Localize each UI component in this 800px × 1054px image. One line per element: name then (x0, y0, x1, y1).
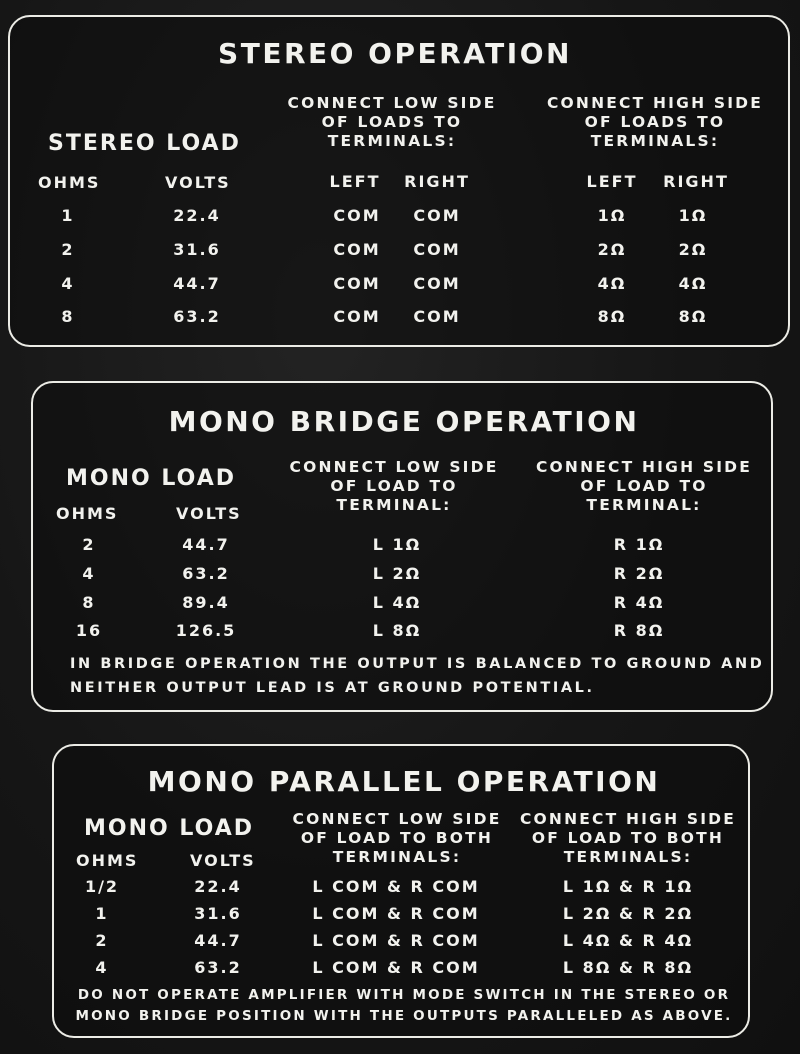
bridge-row-ohms: 16 (75, 621, 103, 640)
stereo-row-volts: 31.6 (173, 240, 221, 259)
parallel-col-volts: VOLTS (190, 851, 256, 870)
parallel-col-ohms: OHMS (76, 851, 139, 870)
parallel-row-low: L COM & R COM (312, 931, 480, 950)
parallel-row-ohms: 1/2 (84, 877, 120, 896)
bridge-row-volts: 44.7 (182, 535, 230, 554)
bridge-row-low: L 4Ω (372, 593, 422, 612)
stereo-row-high-left: 2Ω (597, 240, 627, 259)
parallel-note: DO NOT OPERATE AMPLIFIER WITH MODE SWITCH IN THE STEREO OR MONO BRIDGE POSITION WITH THE OUTPUTS PARALLELED AS ABOVE. (75, 987, 733, 1024)
stereo-row-low-left: COM (333, 240, 381, 259)
stereo-row-ohms: 4 (61, 274, 75, 293)
stereo-col-low-left: LEFT (329, 172, 381, 191)
bridge-col-ohms: OHMS (56, 504, 119, 523)
parallel-row-low: L COM & R COM (312, 958, 480, 977)
parallel-row-high: L 2Ω & R 2Ω (562, 904, 694, 923)
parallel-row-high: L 1Ω & R 1Ω (562, 877, 694, 896)
parallel-title: MONO PARALLEL OPERATION (147, 765, 661, 798)
parallel-row-volts: 31.6 (194, 904, 242, 923)
stereo-row-high-left: 4Ω (597, 274, 627, 293)
stereo-row-low-right: COM (413, 206, 461, 225)
bridge-row-high: R 4Ω (613, 593, 665, 612)
stereo-row-low-left: COM (333, 206, 381, 225)
bridge-high-side-header: CONNECT HIGH SIDE OF LOAD TO TERMINAL: (535, 458, 753, 514)
stereo-col-low-right: RIGHT (404, 172, 470, 191)
stereo-row-ohms: 2 (61, 240, 75, 259)
bridge-load-label: MONO LOAD (66, 466, 237, 491)
stereo-row-low-left: COM (333, 274, 381, 293)
bridge-row-low: L 1Ω (372, 535, 422, 554)
parallel-row-ohms: 2 (95, 931, 109, 950)
parallel-low-side-header: CONNECT LOW SIDE OF LOAD TO BOTH TERMINALS: (292, 810, 502, 866)
stereo-title: STEREO OPERATION (218, 37, 572, 70)
stereo-row-low-right: COM (413, 240, 461, 259)
parallel-row-low: L COM & R COM (312, 877, 480, 896)
stereo-low-side-header: CONNECT LOW SIDE OF LOADS TO TERMINALS: (287, 94, 497, 150)
stereo-row-low-right: COM (413, 307, 461, 326)
bridge-row-low: L 2Ω (372, 564, 422, 583)
stereo-col-ohms: OHMS (38, 173, 101, 192)
parallel-load-label: MONO LOAD (84, 816, 255, 841)
stereo-row-high-right: 4Ω (678, 274, 708, 293)
parallel-high-side-header: CONNECT HIGH SIDE OF LOAD TO BOTH TERMINALS: (519, 810, 737, 866)
parallel-row-low: L COM & R COM (312, 904, 480, 923)
stereo-row-high-right: 8Ω (678, 307, 708, 326)
bridge-title: MONO BRIDGE OPERATION (168, 405, 640, 438)
bridge-row-high: R 1Ω (613, 535, 665, 554)
stereo-row-high-right: 2Ω (678, 240, 708, 259)
bridge-row-volts: 63.2 (182, 564, 230, 583)
stereo-col-volts: VOLTS (165, 173, 231, 192)
bridge-row-ohms: 4 (82, 564, 96, 583)
parallel-row-ohms: 4 (95, 958, 109, 977)
bridge-row-high: R 8Ω (613, 621, 665, 640)
bridge-row-ohms: 2 (82, 535, 96, 554)
stereo-row-low-left: COM (333, 307, 381, 326)
parallel-row-volts: 63.2 (194, 958, 242, 977)
bridge-row-high: R 2Ω (613, 564, 665, 583)
parallel-row-high: L 4Ω & R 4Ω (562, 931, 694, 950)
stereo-row-high-left: 8Ω (597, 307, 627, 326)
parallel-row-volts: 44.7 (194, 931, 242, 950)
stereo-row-high-right: 1Ω (678, 206, 708, 225)
stereo-row-volts: 44.7 (173, 274, 221, 293)
bridge-col-volts: VOLTS (176, 504, 242, 523)
parallel-row-ohms: 1 (95, 904, 109, 923)
stereo-row-high-left: 1Ω (597, 206, 627, 225)
parallel-row-high: L 8Ω & R 8Ω (562, 958, 694, 977)
stereo-col-high-left: LEFT (586, 172, 638, 191)
bridge-note: IN BRIDGE OPERATION THE OUTPUT IS BALANCED TO GROUND AND NEITHER OUTPUT LEAD IS AT GROUND POTENTIAL. (70, 656, 765, 696)
parallel-row-volts: 22.4 (194, 877, 242, 896)
bridge-row-ohms: 8 (82, 593, 96, 612)
stereo-load-label: STEREO LOAD (48, 131, 241, 156)
bridge-low-side-header: CONNECT LOW SIDE OF LOAD TO TERMINAL: (289, 458, 499, 514)
stereo-col-high-right: RIGHT (663, 172, 729, 191)
bridge-row-volts: 89.4 (182, 593, 230, 612)
stereo-row-low-right: COM (413, 274, 461, 293)
bridge-row-low: L 8Ω (372, 621, 422, 640)
stereo-row-volts: 22.4 (173, 206, 221, 225)
bridge-row-volts: 126.5 (175, 621, 237, 640)
stereo-row-volts: 63.2 (173, 307, 221, 326)
stereo-row-ohms: 1 (61, 206, 75, 225)
stereo-row-ohms: 8 (61, 307, 75, 326)
stereo-high-side-header: CONNECT HIGH SIDE OF LOADS TO TERMINALS: (546, 94, 764, 150)
